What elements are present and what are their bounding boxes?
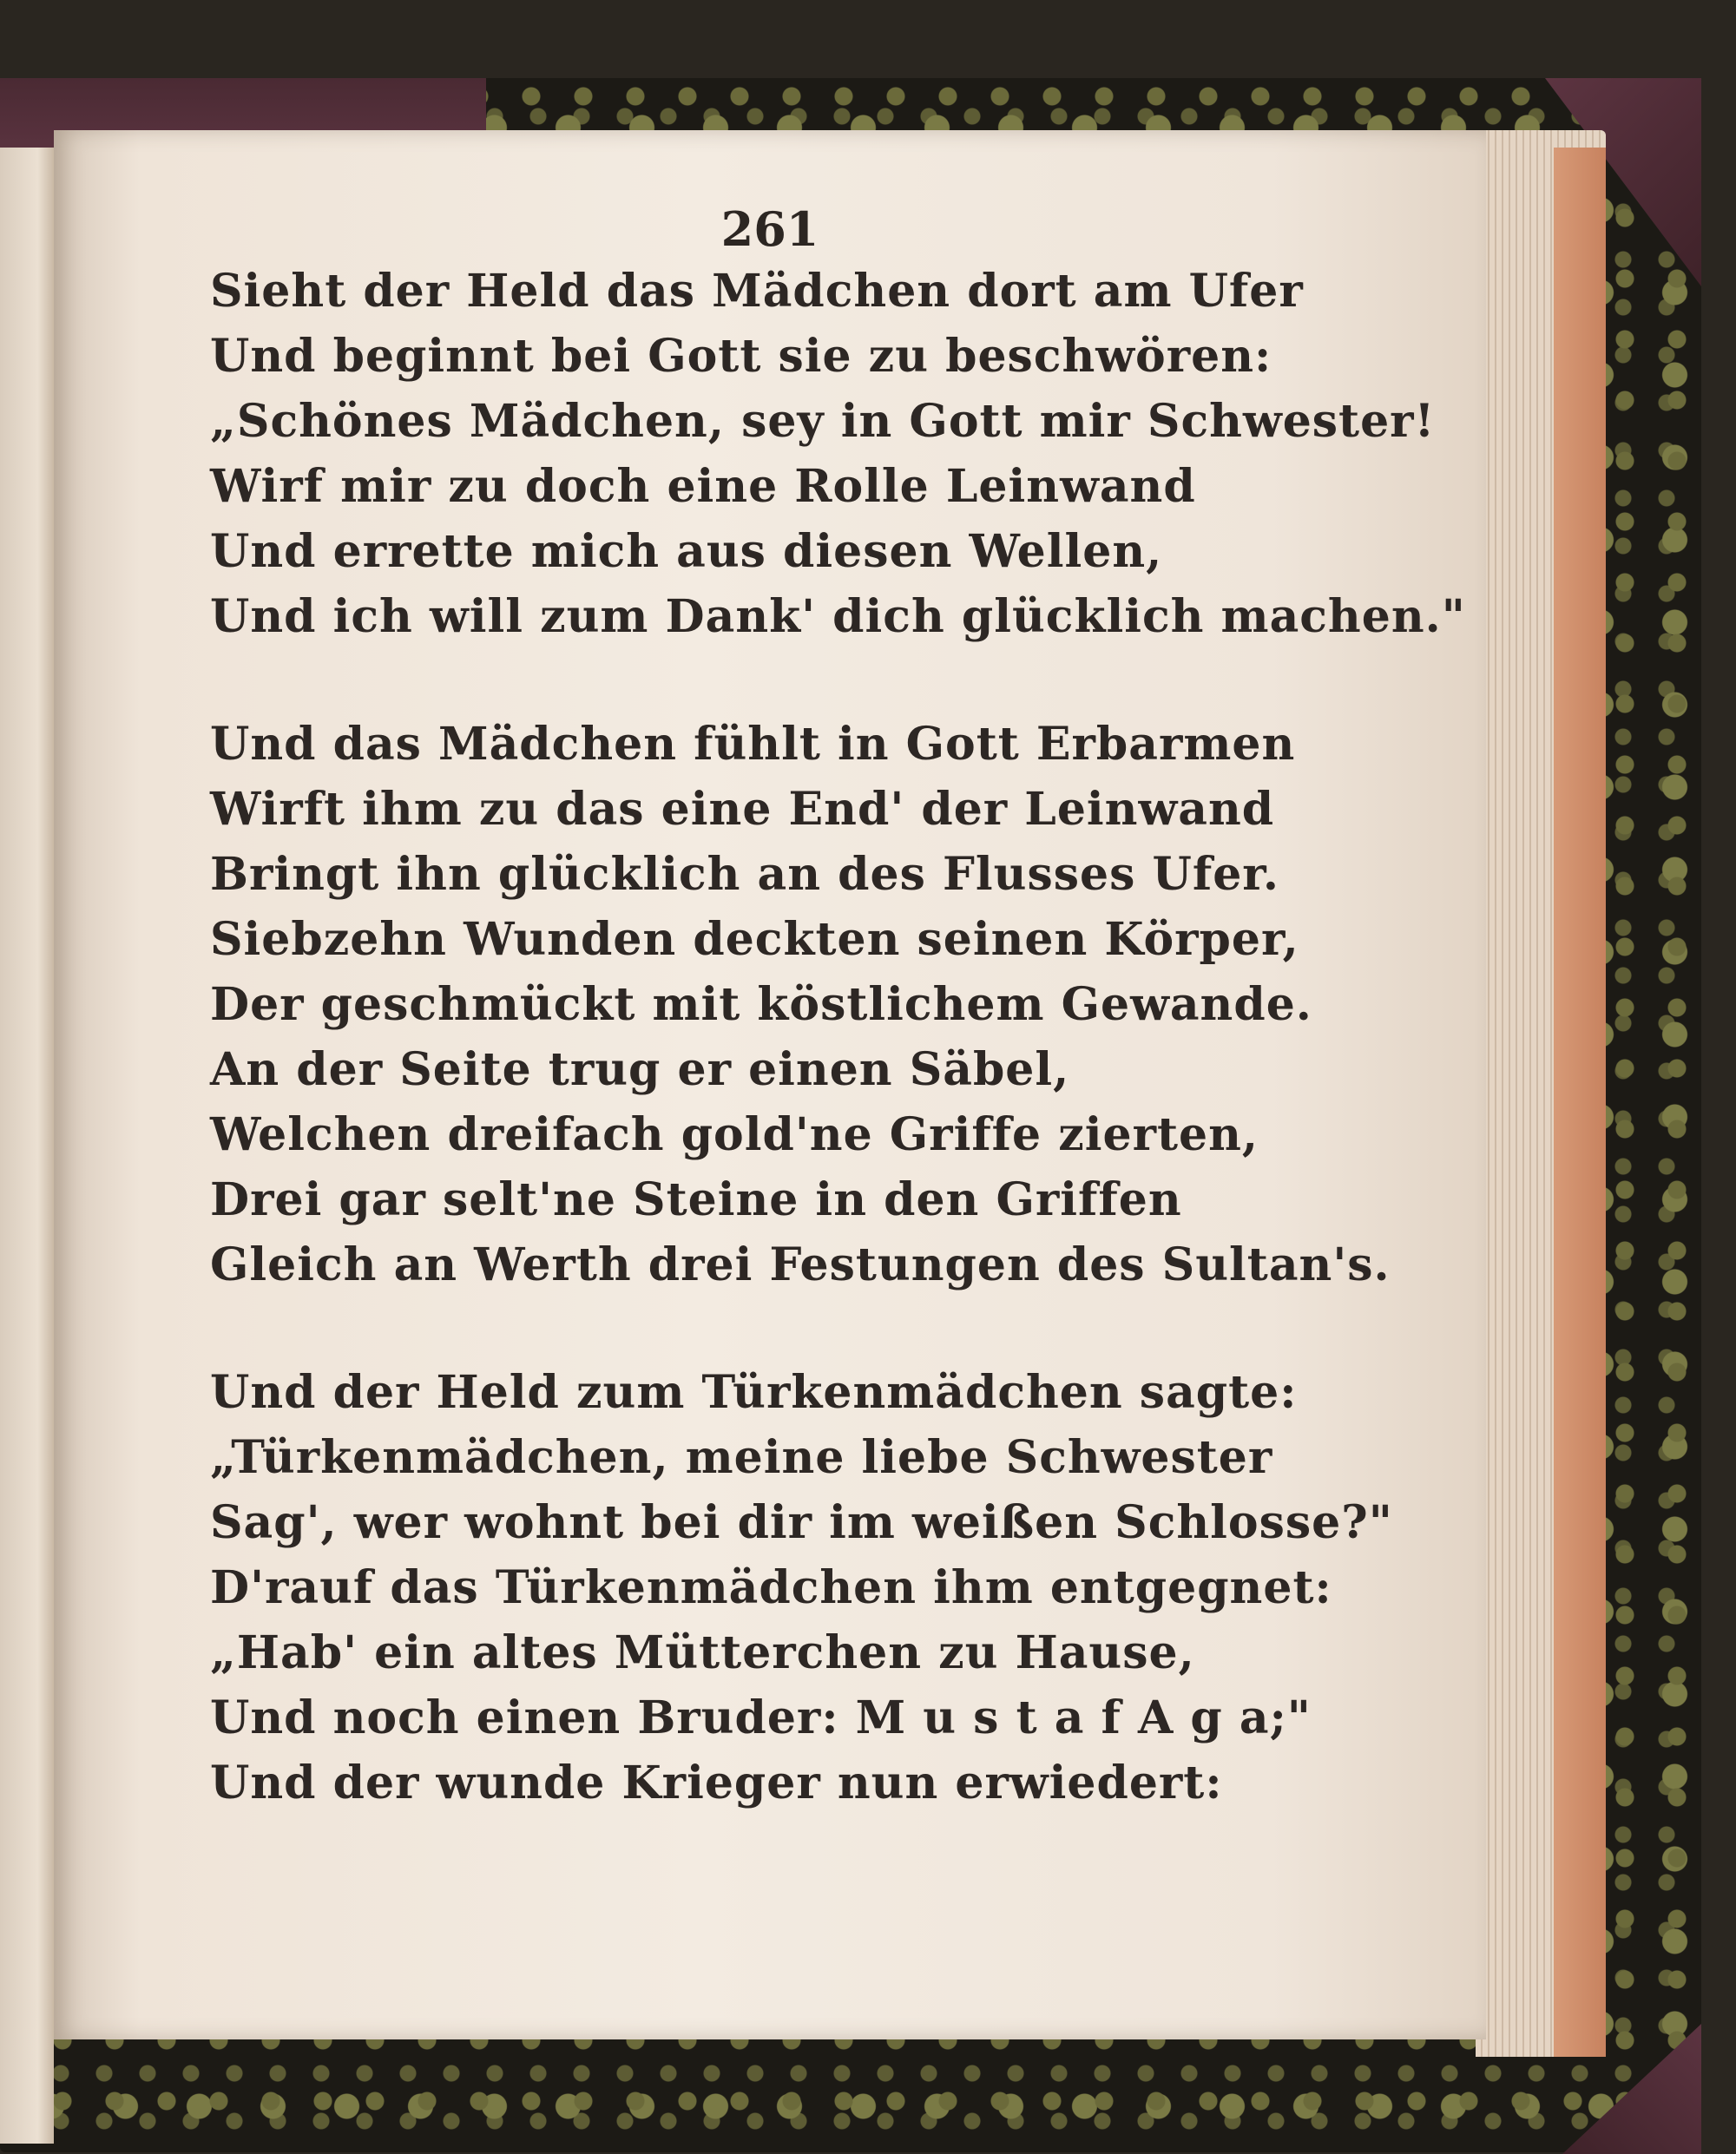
verse-line: D'rauf das Türkenmädchen ihm entgegnet: [210, 1561, 1332, 1614]
verse-line: „Schönes Mädchen, sey in Gott mir Schwester! [210, 395, 1436, 448]
verse-line: Der geschmückt mit köstlichem Gewande. [210, 978, 1312, 1031]
verse-line: Gleich an Werth drei Festungen des Sultan's. [210, 1238, 1391, 1291]
verse-line: „Türkenmädchen, meine liebe Schwester [210, 1431, 1273, 1484]
verse-line: Sieht der Held das Mädchen dort am Ufer [210, 265, 1304, 318]
verse-line: Welchen dreifach gold'ne Griffe zierten, [210, 1108, 1259, 1161]
verse-line: Und errette mich aus diesen Wellen, [210, 525, 1163, 578]
stanza [210, 1360, 1393, 1816]
verse-line: Und der wunde Krieger nun erwiedert: [210, 1757, 1223, 1809]
verse-line: Drei gar selt'ne Steine in den Griffen [210, 1173, 1182, 1226]
page-number: 261 [720, 201, 819, 257]
stanza [210, 259, 1466, 649]
verse-line: Wirf mir zu doch eine Rolle Leinwand [210, 460, 1196, 513]
left-page-edge [0, 148, 54, 2144]
verse-line: An der Seite trug er einen Säbel, [210, 1043, 1070, 1096]
verse-line: Siebzehn Wunden deckten seinen Körper, [210, 913, 1299, 966]
verse-line: Und ich will zum Dank' dich glücklich machen." [210, 590, 1466, 643]
verse-line: „Hab' ein altes Mütterchen zu Hause, [210, 1626, 1195, 1679]
poem-text [210, 259, 1466, 1878]
verse-line: Und der Held zum Türkenmädchen sagte: [210, 1366, 1298, 1419]
verse-line: Bringt ihn glücklich an des Flusses Ufer. [210, 848, 1279, 901]
verse-line: Wirft ihm zu das eine End' der Leinwand [210, 783, 1275, 836]
verse-line: Und das Mädchen fühlt in Gott Erbarmen [210, 718, 1296, 771]
verse-line: Und noch einen Bruder: M u s t a f A g a;" [210, 1691, 1312, 1744]
verse-line: Sag', wer wohnt bei dir im weißen Schlosse?" [210, 1496, 1393, 1549]
book-page [54, 130, 1486, 2039]
colored-page-edge [1554, 148, 1606, 2057]
verse-line: Und beginnt bei Gott sie zu beschwören: [210, 330, 1272, 383]
stanza [210, 712, 1391, 1297]
